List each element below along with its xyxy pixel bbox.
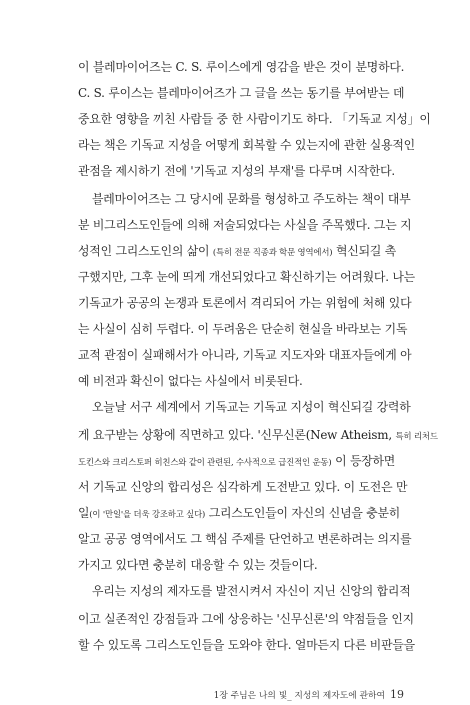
line-text: 블레마이어즈는 그 당시에 문화를 형성하고 주도하는 책이 대부 xyxy=(92,192,411,206)
line-text: 중요한 영향을 끼친 사람들 중 한 사람이기도 하다. 「기독교 지성」이 xyxy=(78,112,431,126)
text-line xyxy=(78,58,404,76)
text-line xyxy=(78,294,411,312)
parenthetical-note: 도킨스와 크리스토퍼 히친스와 같이 관련된, 수사적으로 급진적인 운동) xyxy=(78,457,332,467)
line-text: 라는 책은 기독교 지성을 어떻게 회복할 수 있는지에 관한 실용적인 xyxy=(78,138,415,152)
text-line xyxy=(78,504,400,522)
text-line xyxy=(92,582,411,600)
text-line xyxy=(78,320,407,338)
parenthetical-note: (이 '만일'을 더욱 강조하고 싶다) xyxy=(89,509,206,519)
line-text: 는 사실이 심히 두렵다. 이 두려움은 단순히 현실을 바라보는 기독 xyxy=(78,322,408,336)
line-text: 이 블레마이어즈는 C. S. 루이스에게 영감을 받은 것이 분명하다. xyxy=(78,60,405,74)
line-text: 오늘날 서구 세계에서 기독교는 기독교 지성이 혁신되길 강력하 xyxy=(92,400,411,414)
line-text: 구했지만, 그후 눈에 띄게 개선되었다고 확신하기는 어려웠다. 나는 xyxy=(78,270,415,284)
text-line xyxy=(92,190,411,208)
line-text: 혁신되길 촉 xyxy=(336,244,397,258)
parenthetical-note: 특히 리처드 xyxy=(395,431,438,441)
text-line xyxy=(78,478,407,496)
text-line xyxy=(78,452,395,470)
line-text: 예 비전과 확신이 없다는 사실에서 비롯된다. xyxy=(78,374,303,388)
line-text: 교적 관점이 실패해서가 아니라, 기독교 지도자와 대표자들에게 아 xyxy=(78,348,412,362)
text-line xyxy=(78,346,411,364)
page-footer xyxy=(214,688,404,702)
line-text: 일 xyxy=(78,506,90,520)
text-line xyxy=(78,110,431,128)
text-line xyxy=(78,372,303,390)
page-number: 19 xyxy=(390,688,404,701)
line-text: 서 기독교 신앙의 합리성은 심각하게 도전받고 있다. 이 도전은 만 xyxy=(78,480,408,494)
line-text: 그리스도인들이 자신의 신념을 충분히 xyxy=(208,506,401,520)
line-text: 알고 공공 영역에서도 그 핵심 주제를 단언하고 변론하려는 의지를 xyxy=(78,532,412,546)
line-text: 게 요구받는 상황에 직면하고 있다. '신무신론(New Atheism, xyxy=(78,428,392,442)
text-line xyxy=(78,556,318,574)
line-text: 기독교가 공공의 논쟁과 토론에서 격리되어 가는 위험에 처해 있다 xyxy=(78,296,412,310)
text-line xyxy=(78,84,404,102)
text-line xyxy=(78,136,415,154)
text-line xyxy=(78,636,415,654)
line-text: 관점을 제시하기 전에 '기독교 지성의 부재'를 다루며 시작한다. xyxy=(78,164,395,178)
text-line xyxy=(78,268,415,286)
text-line xyxy=(78,216,411,234)
text-line xyxy=(78,426,438,444)
line-text: C. S. 루이스는 블레마이어즈가 그 글을 쓰는 동기를 부여받는 데 xyxy=(78,86,405,100)
text-line xyxy=(92,398,411,416)
line-text: 우리는 지성의 제자도를 발전시켜서 자신이 지닌 신앙의 합리적 xyxy=(92,584,411,598)
parenthetical-note: (특히 전문 직종과 학문 영역에서) xyxy=(212,247,333,257)
text-line xyxy=(78,610,414,628)
line-text: 이 등장하면 xyxy=(335,454,396,468)
line-text: 분 비그리스도인들에 의해 저술되었다는 사실을 주목했다. 그는 지 xyxy=(78,218,412,232)
text-line xyxy=(78,530,411,548)
text-line xyxy=(78,242,396,260)
running-head: 1장 주님은 나의 빛_ 지성의 제자도에 관하여 xyxy=(213,691,385,701)
line-text: 할 수 있도록 그리스도인들을 도와야 한다. 얼마든지 다른 비판들을 xyxy=(78,638,415,652)
line-text: 이고 실존적인 강점들과 그에 상응하는 '신무신론'의 약점들을 인지 xyxy=(78,612,414,626)
line-text: 성적인 그리스도인의 삶이 xyxy=(78,244,210,258)
text-line xyxy=(78,162,395,180)
line-text: 가지고 있다면 충분히 대응할 수 있는 것들이다. xyxy=(78,558,318,572)
